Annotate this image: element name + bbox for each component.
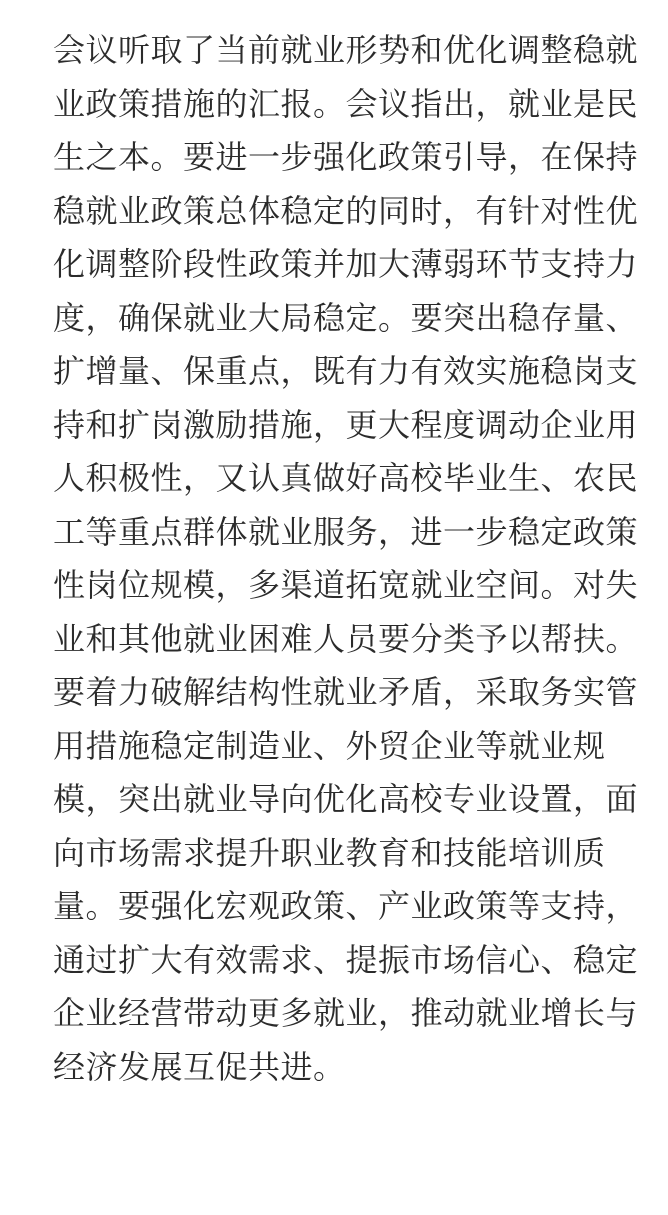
paragraph-line: 生之本。要进一步强化政策引导，在保持 (53, 138, 639, 176)
paragraph-line: 通过扩大有效需求、提振市场信心、稳定 (53, 940, 639, 979)
paragraph-line: 企业经营带动更多就业，推动就业增长与 (53, 994, 639, 1032)
paragraph-line: 性岗位规模，多渠道拓宽就业空间。对失 (53, 566, 639, 604)
paragraph-line: 度，确保就业大局稳定。要突出稳存量、 (53, 298, 639, 337)
paragraph-line: 稳就业政策总体稳定的同时，有针对性优 (53, 191, 639, 230)
paragraph-line: 用措施稳定制造业、外贸企业等就业规 (53, 726, 606, 765)
paragraph-line: 经济发展互促共进。 (53, 1047, 346, 1086)
paragraph-line: 模，突出就业导向优化高校专业设置，面 (53, 780, 639, 818)
paragraph-line: 工等重点群体就业服务，进一步稳定政策 (53, 512, 639, 551)
paragraph-line: 会议听取了当前就业形势和优化调整稳就 (53, 31, 639, 69)
paragraph-line: 量。要强化宏观政策、产业政策等支持， (53, 887, 639, 925)
paragraph-line: 业和其他就业困难人员要分类予以帮扶。 (53, 619, 639, 658)
paragraph-line: 扩增量、保重点，既有力有效实施稳岗支 (53, 352, 639, 390)
article-paragraph (53, 24, 639, 1094)
paragraph-line: 人积极性，又认真做好高校毕业生、农民 (53, 459, 639, 497)
paragraph-line: 业政策措施的汇报。会议指出，就业是民 (53, 84, 639, 123)
paragraph-line: 持和扩岗激励措施，更大程度调动企业用 (53, 405, 639, 444)
paragraph-line: 向市场需求提升职业教育和技能培训质 (53, 833, 606, 872)
paragraph-line: 化调整阶段性政策并加大薄弱环节支持力 (53, 245, 639, 283)
paragraph-line: 要着力破解结构性就业矛盾，采取务实管 (53, 673, 639, 711)
